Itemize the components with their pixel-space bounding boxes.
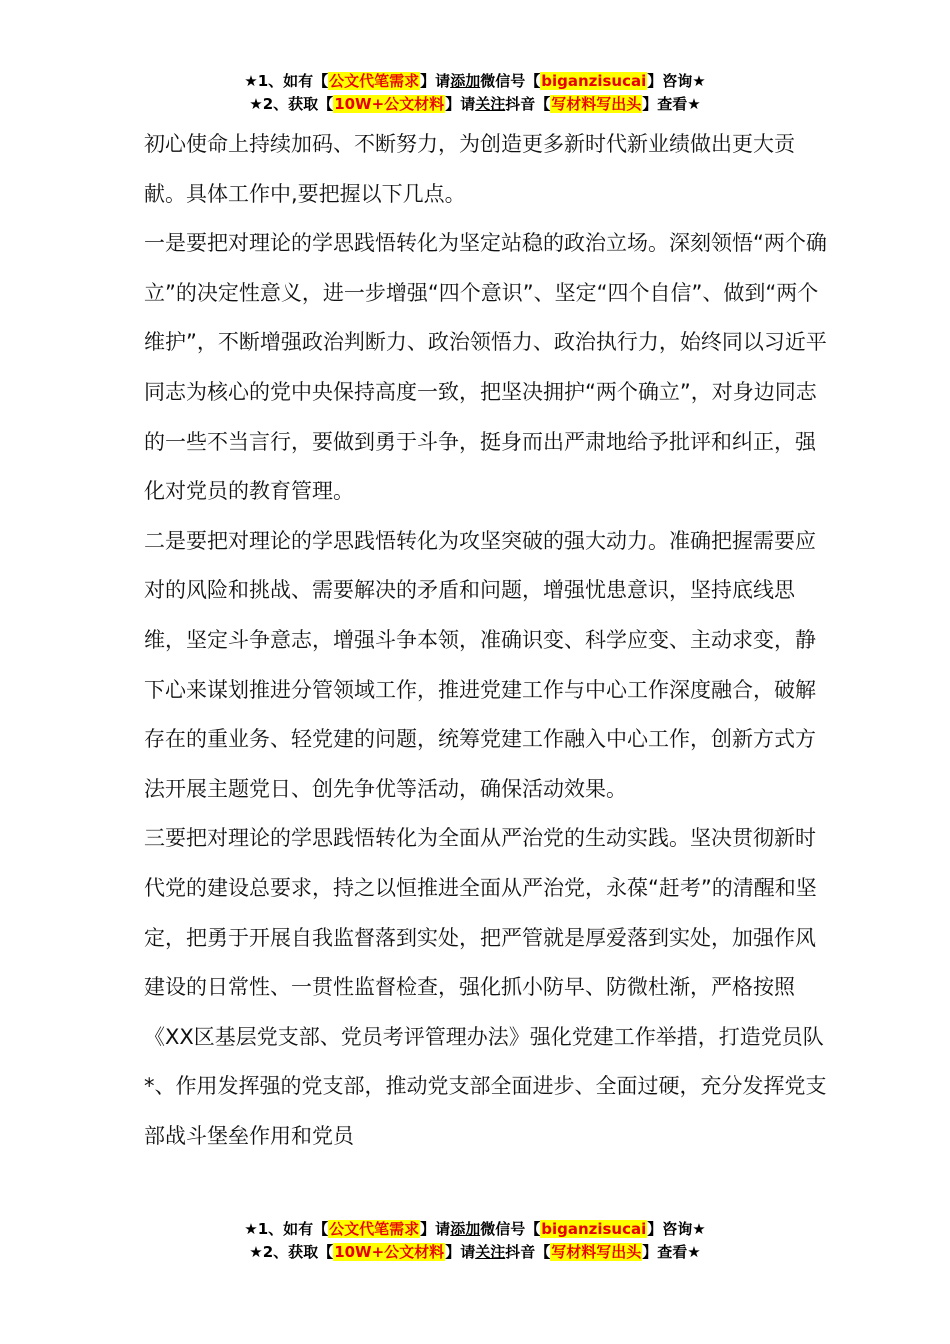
banner-text: 】查看★ xyxy=(642,95,701,113)
banner-highlight: 公文代笔需求 xyxy=(329,72,420,90)
banner-line-1 xyxy=(0,70,950,93)
banner-text: 】查看★ xyxy=(642,1243,701,1261)
banner-text: 微信号【 xyxy=(480,72,541,90)
banner-highlight: biganzisucai xyxy=(541,72,647,90)
header-banner xyxy=(0,70,950,116)
footer-banner xyxy=(0,1218,950,1264)
banner-underline: 添加 xyxy=(450,72,481,90)
banner-highlight: 写材料写出头 xyxy=(551,95,642,113)
banner-text: 】请 xyxy=(420,72,451,90)
banner-highlight: biganzisucai xyxy=(541,1220,647,1238)
banner-text: ★1、如有【 xyxy=(244,1220,329,1238)
banner-highlight: 公文代笔需求 xyxy=(329,1220,420,1238)
banner-text: ★2、获取【 xyxy=(249,95,334,113)
banner-text: 微信号【 xyxy=(480,1220,541,1238)
banner-text: ★2、获取【 xyxy=(249,1243,334,1261)
banner-highlight: 写材料写出头 xyxy=(551,1243,642,1261)
banner-text: 】请 xyxy=(445,95,476,113)
paragraph-2: 一是要把对理论的学思践悟转化为坚定站稳的政治立场。深刻领悟“两个确立”的决定性意义，进一步增强“四个意识”、坚定“四个自信”、做到“两个维护”，不断增强政治判断力、政治领悟力、政治执行力，始终同以习近平同志为核心的党中央保持高度一致，把坚决拥护“两个确立”，对身边同志的一些不当言行，要做到勇于斗争，挺身而出严肃地给予批评和纠正，强化对党员的教育管理。 xyxy=(144,231,827,504)
banner-underline: 关注 xyxy=(475,1243,506,1261)
paragraph-4: 三要把对理论的学思践悟转化为全面从严治党的生动实践。坚决贯彻新时代党的建设总要求，持之以恒推进全面从严治党，永葆“赶考”的清醒和坚定，把勇于开展自我监督落到实处，把严管就是厚爱落到实处，加强作风建设的日常性、一贯性监督检查，强化抓小防早、防微杜渐，严格按照《XX区基层党支部、党员考评管理办法》强化党建工作举措，打造党员队*、作用发挥强的党支部，推动党支部全面进步、全面过硬，充分发挥党支部战斗堡垒作用和党员 xyxy=(144,826,827,1148)
banner-underline: 添加 xyxy=(450,1220,481,1238)
banner-text: 】咨询★ xyxy=(647,1220,706,1238)
banner-text: 抖音【 xyxy=(505,1243,551,1261)
banner-text: ★1、如有【 xyxy=(244,72,329,90)
banner-line-2 xyxy=(0,93,950,116)
banner-line-2 xyxy=(0,1241,950,1264)
banner-text: 】咨询★ xyxy=(647,72,706,90)
banner-text: 抖音【 xyxy=(505,95,551,113)
document-body xyxy=(144,120,834,1161)
banner-text: 】请 xyxy=(445,1243,476,1261)
paragraph-3: 二是要把对理论的学思践悟转化为攻坚突破的强大动力。准确把握需要应对的风险和挑战、需要解决的矛盾和问题，增强忧患意识，坚持底线思维，坚定斗争意志，增强斗争本领，准确识变、科学应变、主动求变，静下心来谋划推进分管领域工作，推进党建工作与中心工作深度融合，破解存在的重业务、轻党建的问题，统筹党建工作融入中心工作，创新方式方法开展主题党日、创先争优等活动，确保活动效果。 xyxy=(144,528,816,801)
paragraph-1: 初心使命上持续加码、不断努力，为创造更多新时代新业绩做出更大贡献。具体工作中,要把握以下几点。 xyxy=(144,132,795,206)
banner-text: 】请 xyxy=(420,1220,451,1238)
banner-line-1 xyxy=(0,1218,950,1241)
banner-underline: 关注 xyxy=(475,95,506,113)
banner-highlight: 10W+公文材料 xyxy=(334,95,445,113)
banner-highlight: 10W+公文材料 xyxy=(334,1243,445,1261)
